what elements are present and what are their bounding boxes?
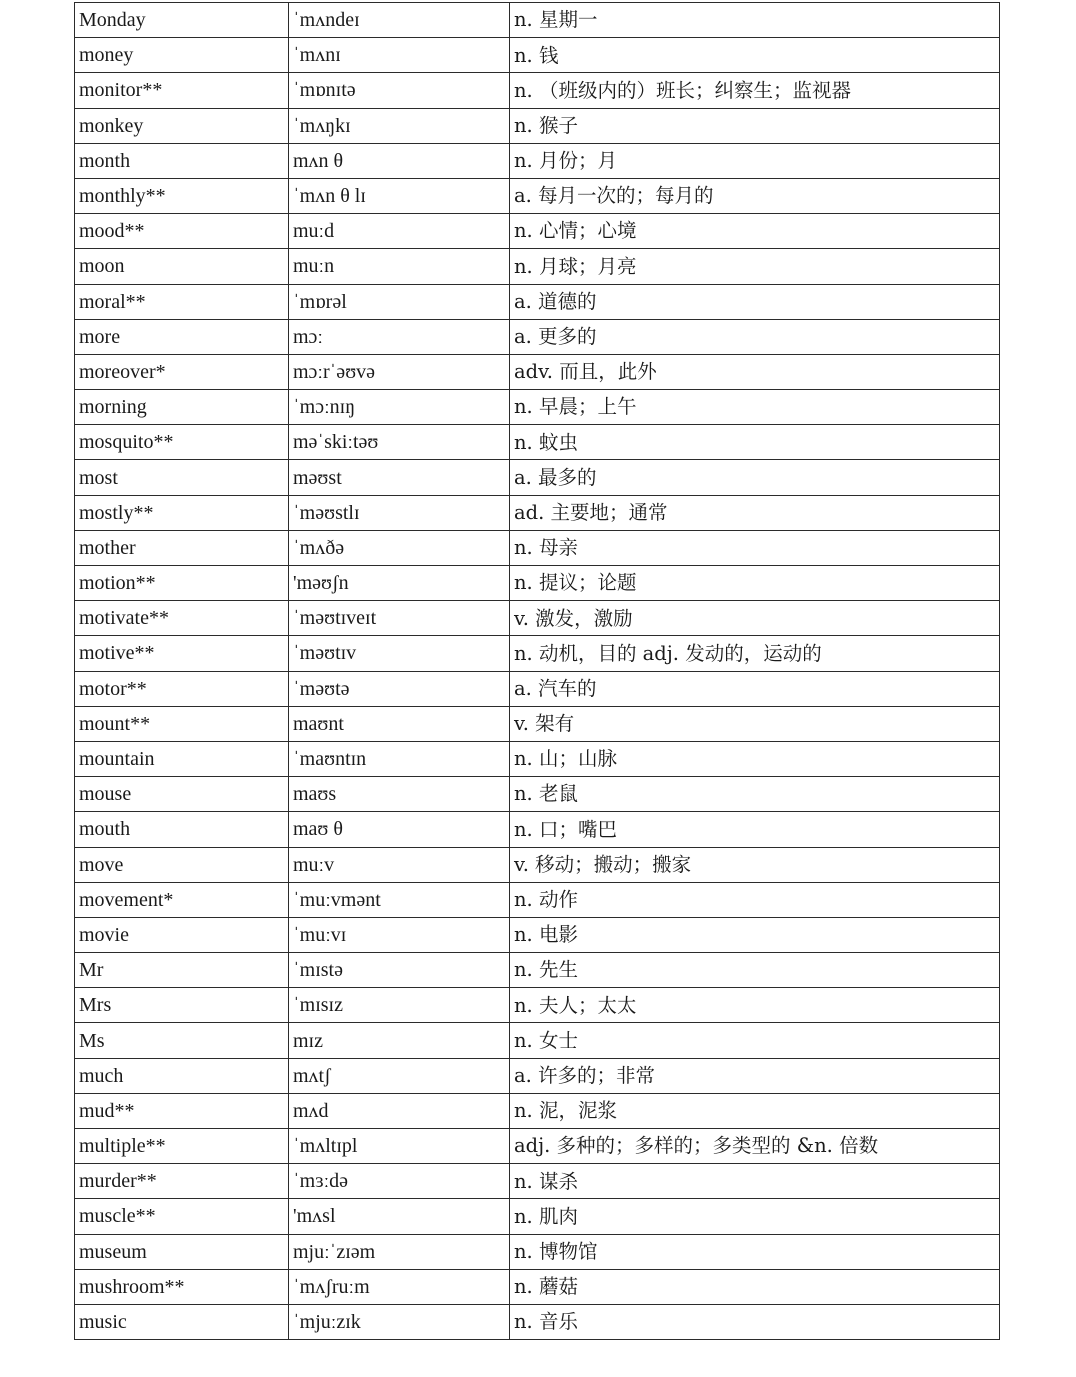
table-row — [75, 882, 1000, 917]
phonetic-cell: ˈmʌŋkɪ — [289, 108, 510, 143]
definition-cell: n. 月份；月 — [510, 143, 1000, 178]
word-cell: mount** — [75, 706, 289, 741]
phonetic-cell: ˈmaʊntɪn — [289, 741, 510, 776]
table-row — [75, 1199, 1000, 1234]
definition-cell: n. 提议；论题 — [510, 566, 1000, 601]
phonetic-cell: 'mʌsl — [289, 1199, 510, 1234]
phonetic-cell: ˈmʌltɪpl — [289, 1129, 510, 1164]
phonetic-cell: maʊs — [289, 777, 510, 812]
definition-cell: n. 音乐 — [510, 1304, 1000, 1339]
word-cell: motivate** — [75, 601, 289, 636]
table-row — [75, 566, 1000, 601]
definition-cell: a. 更多的 — [510, 319, 1000, 354]
word-cell: motion** — [75, 566, 289, 601]
phonetic-cell: maʊnt — [289, 706, 510, 741]
definition-cell: a. 汽车的 — [510, 671, 1000, 706]
phonetic-cell: ˈmʌðə — [289, 530, 510, 565]
word-cell: multiple** — [75, 1129, 289, 1164]
word-cell: mouse — [75, 777, 289, 812]
word-cell: music — [75, 1304, 289, 1339]
table-row — [75, 1304, 1000, 1339]
definition-cell: a. 最多的 — [510, 460, 1000, 495]
table-row — [75, 777, 1000, 812]
phonetic-cell: ˈmʌʃruːm — [289, 1269, 510, 1304]
phonetic-cell: məʊst — [289, 460, 510, 495]
table-row — [75, 460, 1000, 495]
phonetic-cell: ˈməʊtɪv — [289, 636, 510, 671]
table-row — [75, 73, 1000, 108]
table-row — [75, 178, 1000, 213]
table-row — [75, 847, 1000, 882]
table-row — [75, 917, 1000, 952]
phonetic-cell: 'məʊʃn — [289, 566, 510, 601]
phonetic-cell: ˈmɜːdə — [289, 1164, 510, 1199]
phonetic-cell: muːn — [289, 249, 510, 284]
phonetic-cell: ˈmɒrəl — [289, 284, 510, 319]
definition-cell: n. 动作 — [510, 882, 1000, 917]
word-cell: motor** — [75, 671, 289, 706]
word-cell: moral** — [75, 284, 289, 319]
table-row — [75, 495, 1000, 530]
definition-cell: v. 架有 — [510, 706, 1000, 741]
definition-cell: n. 猴子 — [510, 108, 1000, 143]
table-row — [75, 425, 1000, 460]
phonetic-cell: ˈməʊstlɪ — [289, 495, 510, 530]
table-row — [75, 38, 1000, 73]
definition-cell: a. 许多的；非常 — [510, 1058, 1000, 1093]
table-row — [75, 1023, 1000, 1058]
word-cell: mouth — [75, 812, 289, 847]
word-cell: Mr — [75, 953, 289, 988]
table-row — [75, 354, 1000, 389]
word-cell: monkey — [75, 108, 289, 143]
phonetic-cell: mʌd — [289, 1093, 510, 1128]
word-cell: museum — [75, 1234, 289, 1269]
word-cell: movement* — [75, 882, 289, 917]
word-cell: mushroom** — [75, 1269, 289, 1304]
definition-cell: a. 每月一次的；每月的 — [510, 178, 1000, 213]
table-row — [75, 636, 1000, 671]
definition-cell: n. 星期一 — [510, 3, 1000, 38]
table-row — [75, 319, 1000, 354]
definition-cell: n. 肌肉 — [510, 1199, 1000, 1234]
vocabulary-table — [74, 2, 1000, 1340]
table-row — [75, 284, 1000, 319]
phonetic-cell: ˈmjuːzɪk — [289, 1304, 510, 1339]
definition-cell: n. 夫人；太太 — [510, 988, 1000, 1023]
word-cell: monthly** — [75, 178, 289, 213]
table-row — [75, 1234, 1000, 1269]
definition-cell: n. 谋杀 — [510, 1164, 1000, 1199]
phonetic-cell: mʌtʃ — [289, 1058, 510, 1093]
definition-cell: n. （班级内的）班长；纠察生；监视器 — [510, 73, 1000, 108]
table-row — [75, 1129, 1000, 1164]
word-cell: mountain — [75, 741, 289, 776]
word-cell: mud** — [75, 1093, 289, 1128]
word-cell: motive** — [75, 636, 289, 671]
phonetic-cell: mɪz — [289, 1023, 510, 1058]
definition-cell: n. 蘑菇 — [510, 1269, 1000, 1304]
vocabulary-table-body — [75, 3, 1000, 1340]
definition-cell: adv. 而且，此外 — [510, 354, 1000, 389]
phonetic-cell: mʌn θ — [289, 143, 510, 178]
definition-cell: n. 口；嘴巴 — [510, 812, 1000, 847]
word-cell: mostly** — [75, 495, 289, 530]
word-cell: Monday — [75, 3, 289, 38]
phonetic-cell: ˈmɒnɪtə — [289, 73, 510, 108]
definition-cell: n. 女士 — [510, 1023, 1000, 1058]
definition-cell: n. 动机，目的 adj. 发动的，运动的 — [510, 636, 1000, 671]
table-row — [75, 214, 1000, 249]
phonetic-cell: maʊ θ — [289, 812, 510, 847]
definition-cell: n. 老鼠 — [510, 777, 1000, 812]
phonetic-cell: ˈmuːvmənt — [289, 882, 510, 917]
word-cell: move — [75, 847, 289, 882]
table-row — [75, 1093, 1000, 1128]
table-row — [75, 390, 1000, 425]
phonetic-cell: ˈmuːvɪ — [289, 917, 510, 952]
word-cell: moreover* — [75, 354, 289, 389]
phonetic-cell: mjuːˈzɪəm — [289, 1234, 510, 1269]
definition-cell: a. 道德的 — [510, 284, 1000, 319]
word-cell: month — [75, 143, 289, 178]
definition-cell: n. 母亲 — [510, 530, 1000, 565]
phonetic-cell: məˈskiːtəʊ — [289, 425, 510, 460]
table-row — [75, 812, 1000, 847]
phonetic-cell: ˈməʊtɪveɪt — [289, 601, 510, 636]
definition-cell: n. 博物馆 — [510, 1234, 1000, 1269]
phonetic-cell: ˈməʊtə — [289, 671, 510, 706]
word-cell: much — [75, 1058, 289, 1093]
table-row — [75, 530, 1000, 565]
phonetic-cell: mɔː — [289, 319, 510, 354]
table-row — [75, 671, 1000, 706]
word-cell: Ms — [75, 1023, 289, 1058]
definition-cell: n. 月球；月亮 — [510, 249, 1000, 284]
table-row — [75, 108, 1000, 143]
definition-cell: n. 电影 — [510, 917, 1000, 952]
phonetic-cell: muːd — [289, 214, 510, 249]
phonetic-cell: muːv — [289, 847, 510, 882]
word-cell: movie — [75, 917, 289, 952]
table-row — [75, 1058, 1000, 1093]
word-cell: moon — [75, 249, 289, 284]
word-cell: murder** — [75, 1164, 289, 1199]
word-cell: most — [75, 460, 289, 495]
word-cell: mosquito** — [75, 425, 289, 460]
definition-cell: adj. 多种的；多样的；多类型的 &n. 倍数 — [510, 1129, 1000, 1164]
definition-cell: v. 激发，激励 — [510, 601, 1000, 636]
phonetic-cell: ˈmɪstə — [289, 953, 510, 988]
definition-cell: ad. 主要地；通常 — [510, 495, 1000, 530]
definition-cell: n. 蚊虫 — [510, 425, 1000, 460]
phonetic-cell: ˈmɔːnɪŋ — [289, 390, 510, 425]
word-cell: monitor** — [75, 73, 289, 108]
table-row — [75, 741, 1000, 776]
phonetic-cell: ˈmɪsɪz — [289, 988, 510, 1023]
word-cell: morning — [75, 390, 289, 425]
definition-cell: n. 山；山脉 — [510, 741, 1000, 776]
table-row — [75, 143, 1000, 178]
table-row — [75, 706, 1000, 741]
word-cell: money — [75, 38, 289, 73]
word-cell: muscle** — [75, 1199, 289, 1234]
word-cell: Mrs — [75, 988, 289, 1023]
phonetic-cell: ˈmʌnɪ — [289, 38, 510, 73]
table-row — [75, 988, 1000, 1023]
definition-cell: n. 钱 — [510, 38, 1000, 73]
word-cell: more — [75, 319, 289, 354]
table-row — [75, 1164, 1000, 1199]
table-row — [75, 3, 1000, 38]
table-row — [75, 1269, 1000, 1304]
definition-cell: n. 心情；心境 — [510, 214, 1000, 249]
word-cell: mother — [75, 530, 289, 565]
definition-cell: n. 先生 — [510, 953, 1000, 988]
phonetic-cell: ˈmʌndeɪ — [289, 3, 510, 38]
table-row — [75, 249, 1000, 284]
definition-cell: v. 移动；搬动；搬家 — [510, 847, 1000, 882]
definition-cell: n. 泥，泥浆 — [510, 1093, 1000, 1128]
phonetic-cell: mɔːrˈəʊvə — [289, 354, 510, 389]
definition-cell: n. 早晨；上午 — [510, 390, 1000, 425]
phonetic-cell: ˈmʌn θ lɪ — [289, 178, 510, 213]
table-row — [75, 953, 1000, 988]
word-cell: mood** — [75, 214, 289, 249]
table-row — [75, 601, 1000, 636]
